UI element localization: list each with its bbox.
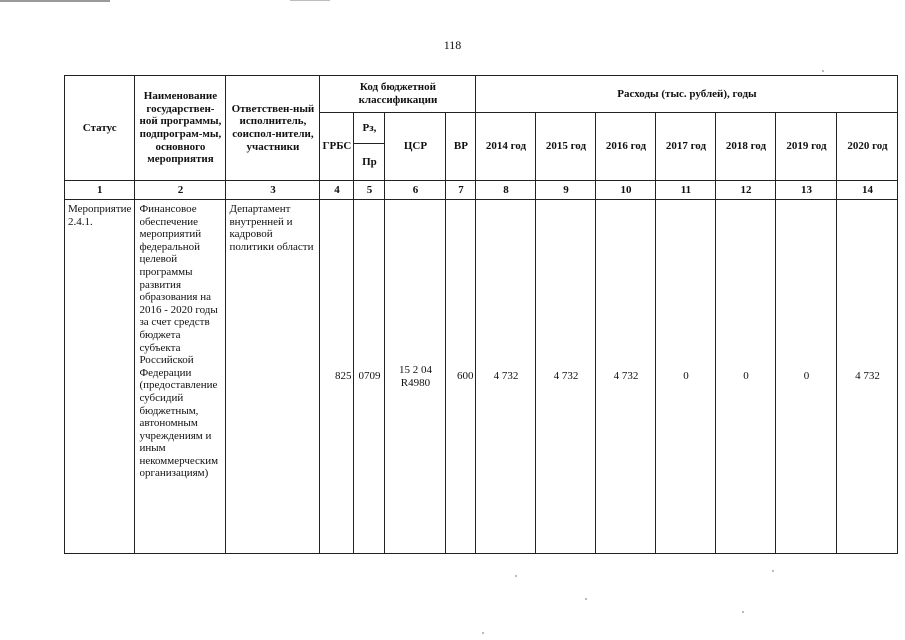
cell-grbs: 825 xyxy=(320,200,354,554)
column-number: 1 xyxy=(65,181,135,200)
scan-speck xyxy=(482,632,484,634)
scan-speck xyxy=(822,70,824,72)
scan-speck xyxy=(515,575,517,577)
column-number: 7 xyxy=(446,181,476,200)
cell-vr: 600 xyxy=(446,200,476,554)
cell-name: Финансовое обеспечение мероприятий федеральной целевой программы развития образования на 2016 - 2020 годы за счет средств бюджета субъекта Российской Федерации (предоставление субсидий бюджетным, автономным учреждениям и иным некоммерческим организациям) xyxy=(135,200,226,554)
header-year-2017: 2017 год xyxy=(656,113,716,181)
cell-executor: Департамент внутренней и кадровой политики области xyxy=(226,200,320,554)
table-row xyxy=(65,200,898,554)
cell-value-2017: 0 xyxy=(656,200,716,554)
scan-speck xyxy=(772,570,774,572)
header-year-2018: 2018 год xyxy=(716,113,776,181)
header-name: Наименование государствен-ной программы, подпрограм-мы, основного мероприятия xyxy=(135,76,226,181)
column-number: 10 xyxy=(596,181,656,200)
header-status: Статус xyxy=(65,76,135,181)
column-number: 14 xyxy=(837,181,898,200)
header-executor: Ответствен-ный исполнитель, соиспол-нители, участники xyxy=(226,76,320,181)
header-year-2020: 2020 год xyxy=(837,113,898,181)
column-number: 8 xyxy=(476,181,536,200)
column-number: 5 xyxy=(354,181,385,200)
header-expenses: Расходы (тыс. рублей), годы xyxy=(476,76,898,113)
cell-value-2015: 4 732 xyxy=(536,200,596,554)
column-number: 6 xyxy=(385,181,446,200)
header-rz: Рз, xyxy=(354,113,385,144)
cell-value-2016: 4 732 xyxy=(596,200,656,554)
header-csr: ЦСР xyxy=(385,113,446,181)
cell-csr: 15 2 04 R4980 xyxy=(385,200,446,554)
column-number: 9 xyxy=(536,181,596,200)
column-number: 12 xyxy=(716,181,776,200)
scan-artifact-line xyxy=(0,0,110,2)
column-number: 13 xyxy=(776,181,837,200)
budget-table xyxy=(64,75,898,554)
cell-status: Мероприятие 2.4.1. xyxy=(65,200,135,554)
cell-value-2019: 0 xyxy=(776,200,837,554)
header-pr: Пр xyxy=(354,144,385,181)
cell-value-2020: 4 732 xyxy=(837,200,898,554)
cell-value-2014: 4 732 xyxy=(476,200,536,554)
header-year-2019: 2019 год xyxy=(776,113,837,181)
page-number: 118 xyxy=(443,38,462,52)
header-grbs: ГРБС xyxy=(320,113,354,181)
scan-speck xyxy=(742,611,744,613)
column-number: 3 xyxy=(226,181,320,200)
scan-speck xyxy=(585,598,587,600)
header-vr: ВР xyxy=(446,113,476,181)
column-number: 11 xyxy=(656,181,716,200)
cell-value-2018: 0 xyxy=(716,200,776,554)
column-number: 4 xyxy=(320,181,354,200)
column-number: 2 xyxy=(135,181,226,200)
header-year-2016: 2016 год xyxy=(596,113,656,181)
scan-artifact-line xyxy=(290,0,330,1)
header-budget-code: Код бюджетной классификации xyxy=(320,76,476,113)
header-year-2014: 2014 год xyxy=(476,113,536,181)
header-year-2015: 2015 год xyxy=(536,113,596,181)
cell-rzpr: 0709 xyxy=(354,200,385,554)
